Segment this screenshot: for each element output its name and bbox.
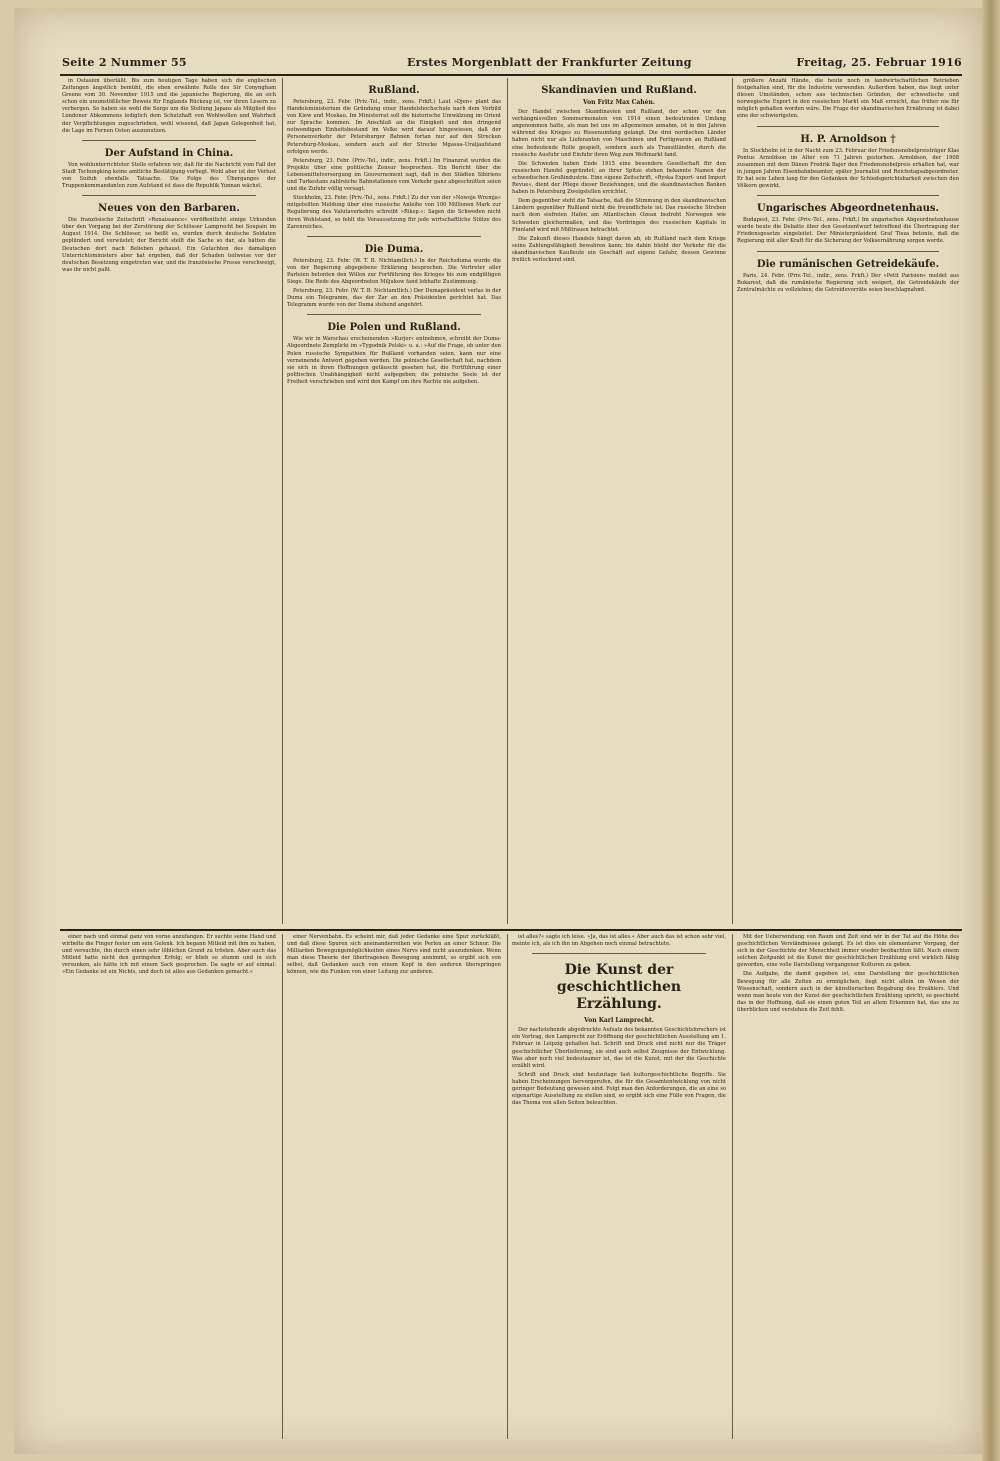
article-text: Petersburg, 23. Febr. (Priv.-Tel., indir., zens. Frkft.) Im Finanzrat wurden die Projekte über eine politische Zensur besprochen. Ein Bericht über die Lebensmittelversorgung im Gouvernement sagt, daß in den Städten Sibiriens und Turkestans zahlreiche Bahnstationen vom Verkehr ganz abgeschnitten seien und die Zufuhr völlig versagt.: [287, 157, 501, 193]
article-text: Die französische Zeitschrift »Renaissance« veröffentlicht einige Urkunden über den Vorgang bei der Zerstörung der Schlösser Lamprecht bei Soupain im August 1914. Die Schlösser, so heißt es, wurden durch deutsche Soldaten geplündert und verwüstet; der Bericht stellt die Sache so dar, als hätten die Deutschen dort nach Belieben gehaust. Ein Gutachten des damaligen Unterrichtsministers aber hat ergeben, daß der Schaden teilweise vor der deutschen Besetzung eingetreten war, und die französische Presse verschweigt, was ihr nicht paßt.: [62, 217, 276, 273]
divider: [757, 251, 939, 252]
article-text: Petersburg, 23. Febr. (Priv.-Tel., indir., zens. Frkft.) Laut »Djen« plant das Handelsministerium die Gründung einer Handelshochschule nach dem Vorbild von Kiew und Moskau. Im Ministerrat soll die historische Umwälzung im Orient zur Sprache kommen. Im Anschluß an die Einigkeit und den dringend notwendigen Einheitsbestand im Volke wird darauf hingewiesen, daß der Personenverkehr der Petersburger Bahnen fortan nur auf den Strecken Petersburg-Moskau, sondern auch auf der Strecke Mgassa–Uraljaufstand erfolgen werde.: [287, 99, 501, 155]
article-text: Die Zukunft dieses Handels hängt davon ab, ob Rußland nach dem Kriege seine Zahlungsfähigkeit bewahren kann; bis dahin bleibt der Verkehr für die skandinavischen Kaufleute ein Geschäft auf eigene Gefahr, dessen Gewinne freilich verlockend sind.: [512, 235, 726, 263]
article-text: Paris, 24. Febr. (Priv.-Tel., indir., zens. Frkft.) Der »Petit Parisien« meldet aus Bukarest, daß die rumänische Regierung sich weigert, die Getreidekäufe der Zentralmächte zu vollziehen; die Getreidevorräte seien beschlagnahmt.: [737, 272, 959, 293]
column-2: [287, 78, 501, 924]
column-3: [512, 78, 726, 924]
article-text: Dem gegenüber steht die Tatsache, daß die Stimmung in den skandinavischen Ländern gegenüber Rußland nicht die freundlichste ist. Das russische Streben nach dem eisfreien Hafen am Atlantischen Ozean bedroht Norwegen wie Schweden gleichermaßen, und das Vordringen des russischen Kapitals in Finnland wird mit Mißtrauen betrachtet.: [512, 198, 726, 233]
article-text: Petersburg, 23. Febr. (W. T. B. Nichtamtlich.) In der Reichsduma wurde die von der Regierung abgegebene Erklärung besprochen. Die Vertreter aller Parteien betonten den Willen zur Fortführung des Krieges bis zum endgültigen Siege. Die Rede des Abgeordneten Miljukow fand lebhafte Zustimmung.: [287, 257, 501, 285]
column-divider: [282, 78, 283, 924]
article-heading: Die Polen und Rußland.: [327, 322, 461, 334]
column-4: [737, 78, 959, 924]
binding-edge: [982, 0, 1000, 1461]
page-number: Seite 2 Nummer 55: [62, 56, 187, 69]
article-text: Schrift und Druck sind heutzutage fast kulturgeschichtliche Begriffe. Sie haben Erscheinungen hervorgerufen, die für die Gesamtentwicklung von nicht geringer Bedeutung gewesen sind. Folgt man den Anforderungen, die an eine so eigenartige Ausstellung zu stellen sind, so ergibt sich eine Fülle von Fragen, die das Thema von allen Seiten beleuchten.: [512, 1071, 726, 1107]
divider: [532, 953, 706, 954]
byline: Von Fritz Max Cahén.: [583, 99, 655, 106]
article-heading: Die rumänischen Getreidekäufe.: [756, 258, 940, 270]
article-heading: H. P. Arnoldson †: [800, 133, 896, 145]
column-divider: [507, 934, 508, 1439]
article-text: ist alles?« sagte ich leise. »Ja, das ist alles.« Aber auch das ist schon sehr viel, meinte ich, als ich ihn im Abgehen noch einmal betrachtete.: [512, 934, 726, 948]
column-divider: [507, 78, 508, 924]
column-divider: [732, 934, 733, 1439]
article-text: Die Aufgabe, die damit gegeben ist, eine Darstellung der geschichtlichen Bewegung für alle Zeiten zu ermöglichen, liegt nicht allein im Wesen der Wissenschaft, sondern auch in der künstlerischen Begabung des Erzählers. Und wenn man heute von der Kunst der geschichtlichen Erzählung spricht, so geschieht das in der Hoffnung, daß sie einen guten Teil an allem Erkennen hat, das uns zu überblicken und verstehen die Zeit fehlt.: [737, 971, 959, 1013]
newspaper-title: Erstes Morgenblatt der Frankfurter Zeitung: [407, 56, 692, 69]
article-text: Mit der Ueberwindung von Raum und Zeit sind wir in der Tat auf die Höhe des geschichtlichen Verständnisses gelangt. Es ist dies ein elementarer Vorgang, der sich in der Geschichte der Menschheit immer wieder beobachten läßt. Nach einem solchen Zeitpunkt ist die Kunst der geschichtlichen Erzählung erst wirklich fähig geworden, eine volle Darstellung vergangener Kulturen zu geben.: [737, 934, 959, 969]
divider: [757, 195, 939, 196]
masthead: [62, 56, 962, 72]
issue-date: Freitag, 25. Februar 1916: [796, 56, 962, 69]
feuilleton-heading: Die Kunst der geschichtlichen Erzählung.: [556, 962, 682, 1013]
article-text: Die Schweden haben Ende 1915 eine besondere Gesellschaft für den russischen Handel gegründet; an ihrer Spitze stehen bekannte Namen der schwedischen Großindustrie. Eine eigene Zeitschrift, »Ryska Export- und Import Revue«, dient der Pflege dieser Beziehungen, und die skandinavischen Banken haben in Petersburg Zweigstellen errichtet.: [512, 160, 726, 196]
article-text: einer Nervenbahn. Es scheint mir, daß jeder Gedanke eine Spur zurückläßt, und daß diese Spuren sich aneinanderreihen wie Perlen an einer Schnur. Die Milliarden Bewegungsmöglichkeiten eines Nervs sind nicht auszudenken. Wenn man diese Theorie der übertragenen Bewegung annimmt, so ergibt sich von selbst, daß Gedanken auch von einem Kopf in den anderen überspringen können, wie die Funken von einer Leitung zur anderen.: [287, 934, 501, 976]
divider: [307, 236, 481, 237]
masthead-rule: [60, 74, 962, 76]
divider: [757, 126, 939, 127]
article-text: Stockholm, 23. Febr. (Priv.-Tel., zens. Frkft.) Zu der von der »Nowoje Wremja« mitgeteilten Meldung über eine russische Anleihe von 100 Millionen Mark zur Regulierung des Valutaverkehrs schreibt »Riksp.«: Sagen die Schweden nicht ihren Wohlstand, so fehlt die Voraussetzung für jede wirtschaftliche Stütze des Zarenreiches.: [287, 195, 501, 230]
article-text: Budapest, 23. Febr. (Priv.-Tel., zens. Frkft.) Im ungarischen Abgeordnetenhause wurde heute die Debatte über den Gesetzentwurf betreffend die Übertragung der Friedensgesetze eingeleitet. Der Ministerpräsident Graf Tisza betonte, daß die Regierung mit aller Kraft für die Sicherung der Volksernährung sorgen werde.: [737, 217, 959, 245]
article-heading: Neues von den Barbaren.: [98, 203, 240, 215]
feuilleton-column-2: [287, 934, 501, 1439]
article-text: größere Anzahl Hände, die heute noch in landwirtschaftlichen Betrieben festgehalten sind, für die Industrie verwenden. Außerdem haben, das liegt unter diesen Umständen, schon aus technischen Gründen, der schwedische und norwegische Export in den russischen Markt ein Maß erreicht, das früher nie für möglich gehalten worden wäre. Die Frage der skandinavischen Ernährung ist dabei eine der schwierigsten.: [737, 78, 959, 120]
article-text: Der Handel zwischen Skandinavien und Rußland, der schon vor den verhängnisvollen Sommermonaten von 1914 einen bedeutenden Umfang angenommen hatte, als man bei uns im allgemeinen annahm, ist in den Jahren während des Krieges zu Riesenumfang gelangt. Die drei nordischen Länder haben nicht nur als Lieferanten von Maschinen und Fertigwaren an Rußland eine bedeutende Rolle gespielt, sondern auch als Transitländer, durch die russische Ausfuhr und Einfuhr ihren Weg zum Weltmarkt fand.: [512, 109, 726, 158]
column-divider: [732, 78, 733, 924]
article-heading: Der Aufstand in China.: [104, 147, 234, 159]
article-heading: Skandinavien und Rußland.: [541, 85, 697, 96]
feuilleton-rule: [60, 929, 962, 931]
article-heading: Rußland.: [368, 85, 420, 96]
feuilleton-column-1: [62, 934, 276, 1439]
article-heading: Ungarisches Abgeordnetenhaus.: [756, 203, 940, 215]
column-1: [62, 78, 276, 924]
divider: [82, 140, 256, 141]
article-text: Wie wir in Warschau erscheinenden »Kurjer« entnehmen, schreibt der Duma-Abgeordnete Zemplicki im »Tygodnik Polski« u. a.: »Auf die Frage, ob unter den Polen russische Sympathien für Rußland vorhanden seien, kann nur eine verneinende Antwort gegeben werden. Die polnische Gesellschaft hat, nachdem sie sich in ihren Hoffnungen getäuscht gesehen hat, die Fortführung einer politischen Unabhängigkeit nicht aufgegeben; die polnische Seele ist der Freiheit verschrieben und wird den Kampf um ihre Rechte nie aufgeben.: [287, 336, 501, 385]
byline: Von Karl Lamprecht.: [584, 1017, 654, 1025]
article-text: in Ostasien überläßt. Bis zum heutigen Tage haben sich die englischen Zeitungen ängstlich bemüht, die eben erwähnte Rolle des Sir Conyngham Greene vom 30. November 1915 und die japanische Regierung, die an sich schon ein unumstößlicher Beweis für Englands Rückzug ist, vor ihren Lesern zu verbergen. So haben sie wohl die Sorge um die Stellung Japans als Mitglied des Londoner Abkommens lediglich dem Schutzhaft von Wohlwollen und Wahrheit der Verpflichtungen zugeschrieben, wohl wissend, daß Japan Gelegenheit hat, die Lage im Fernen Osten auszunutzen.: [62, 78, 276, 134]
feuilleton-column-3: [512, 934, 726, 1439]
article-heading: Die Duma.: [364, 243, 424, 255]
column-divider: [282, 934, 283, 1439]
article-text: In Stockholm ist in der Nacht zum 23. Februar der Friedensnobelpreisträger Klas Pontus Arnoldson im Alter von 71 Jahren gestorben. Arnoldson, der 1908 zusammen mit dem Dänen Fredrik Bajer den Friedensnobelpreis erhalten hat, war in jungen Jahren Eisenbahnbeamter, später Journalist und Reichstagsabgeordneter. Er hat sein Leben lang für den Gedanken der Schiedsgerichtsbarkeit zwischen den Völkern gewirkt.: [737, 147, 959, 190]
article-text: einer nach und einmal ganz von vorne anzufangen. Er suchte seine Hand und wirbelte die Finger fester um sein Gelenk. Ich begann Mitleid mit ihm zu haben, und versuchte, ihn durch einen sehr löblichen Grund zu trösten. Aber auch das Mitleid hatte nicht den geringsten Erfolg; er blieb so stumm und in sich versunken, als hätte ich mit einem Sack gesprochen. Da sagte er auf einmal: »Ein Gedanke ist ein Nichts, und doch ist alles aus Gedanken gemacht.«: [62, 934, 276, 976]
divider: [82, 195, 256, 196]
article-text: Der nachstehende abgedruckte Aufsatz des bekannten Geschichtsforschers ist ein Vortrag, den Lamprecht zur Eröffnung der geschichtlichen Ausstellung am 1. Februar in Leipzig gehalten hat. Schrift und Druck sind nicht nur die Träger geschichtlicher Überlieferung, sie sind auch selbst Zeugnisse der Entwicklung. Was aber noch viel bedeutsamer ist, das ist die Kunst, mit der die Geschichte erzählt wird.: [512, 1027, 726, 1069]
divider: [307, 314, 481, 315]
article-text: Von wohlunterrichteter Stelle erfahren wir, daß für die Nachricht vom Fall der Stadt Tschungking keine amtliche Bestätigung vorliegt. Wohl aber ist der Verlust von Suifuh ebenfalls Tatsache. Die Folge des Überganges der Truppenkommandanten zum Aufstand ist dass die Republik Yunnan wächst.: [62, 161, 276, 190]
article-text: Petersburg, 23. Febr. (W. T. B. Nichtamtlich.) Der Dumapräsident verlas in der Duma ein Telegramm, das der Zar an den Präsidenten gerichtet hat. Das Telegramm wurde von der Duma stehend angehört.: [287, 288, 501, 309]
feuilleton-column-4: [737, 934, 959, 1439]
